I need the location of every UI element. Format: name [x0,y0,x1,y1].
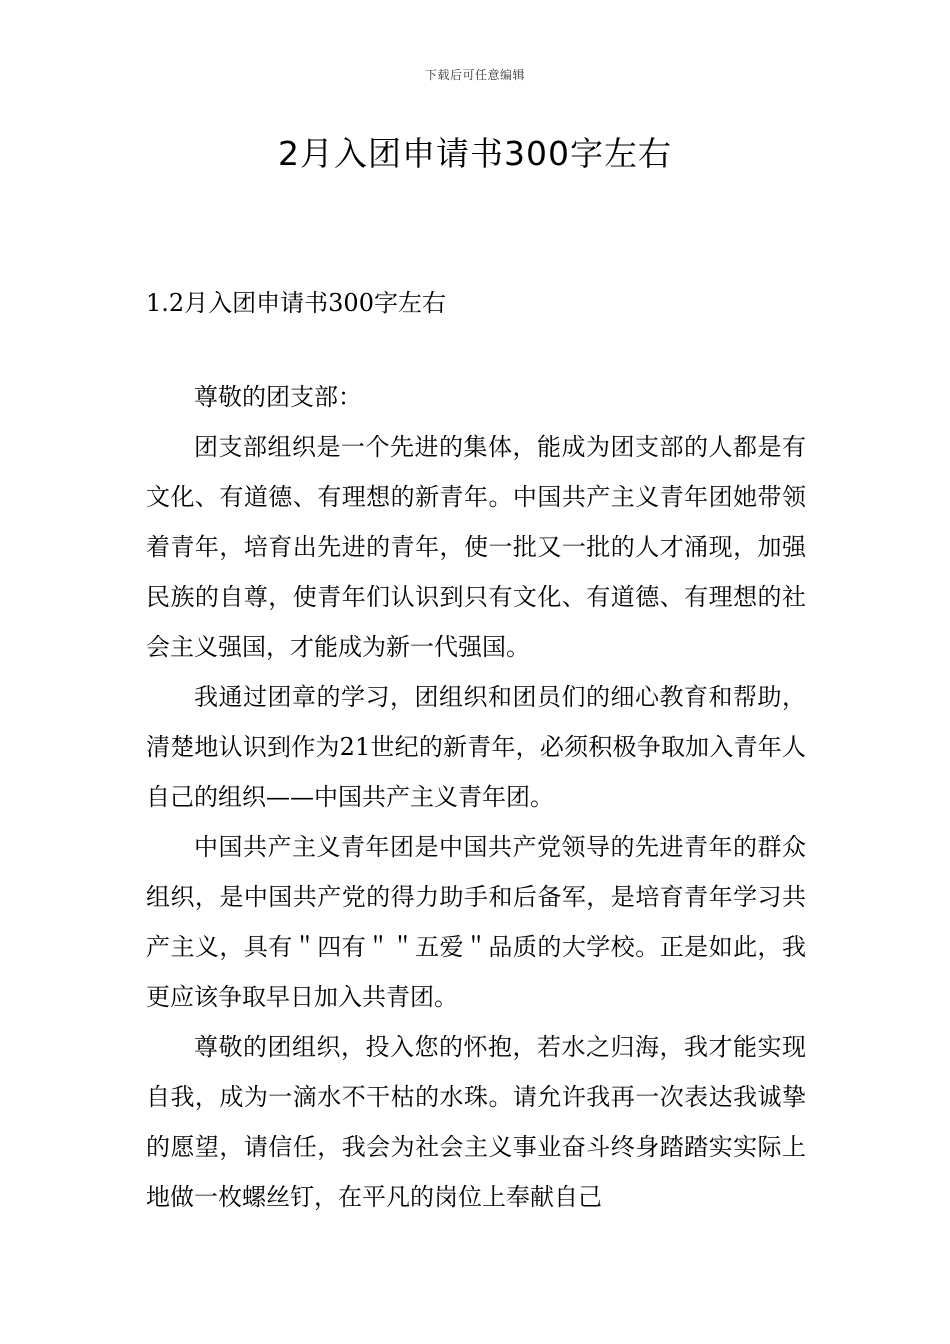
paragraph-1: 团支部组织是一个先进的集体，能成为团支部的人都是有文化、有道德、有理想的新青年。中国共产主义青年团她带领着青年，培育出先进的青年，使一批又一批的人才涌现，加强民族的自尊，使青年们认识到只有文化、有道德、有理想的社会主义强国，才能成为新一代强国。 [146,433,806,661]
document-body [146,372,806,1222]
header-note: 下载后可任意编辑 [424,68,525,82]
document-title: 2月入团申请书300字左右 [278,134,672,173]
salutation: 尊敬的团支部： [194,383,362,411]
paragraph-2: 我通过团章的学习，团组织和团员们的细心教育和帮助，清楚地认识到作为21世纪的新青年，必须积极争取加入青年人自己的组织——中国共产主义青年团。 [146,683,806,811]
paragraph-4: 尊敬的团组织，投入您的怀抱，若水之归海，我才能实现自我，成为一滴水不干枯的水珠。请允许我再一次表达我诚挚的愿望，请信任，我会为社会主义事业奋斗终身踏踏实实际上地做一枚螺丝钉，在平凡的岗位上奉献自己 [146,1033,806,1211]
section-heading: 1.2月入团申请书300字左右 [146,289,446,317]
paragraph-3: 中国共产主义青年团是中国共产党领导的先进青年的群众组织，是中国共产党的得力助手和后备军，是培育青年学习共产主义，具有＂四有＂＂五爱＂品质的大学校。正是如此，我更应该争取早日加入共青团。 [146,833,806,1011]
